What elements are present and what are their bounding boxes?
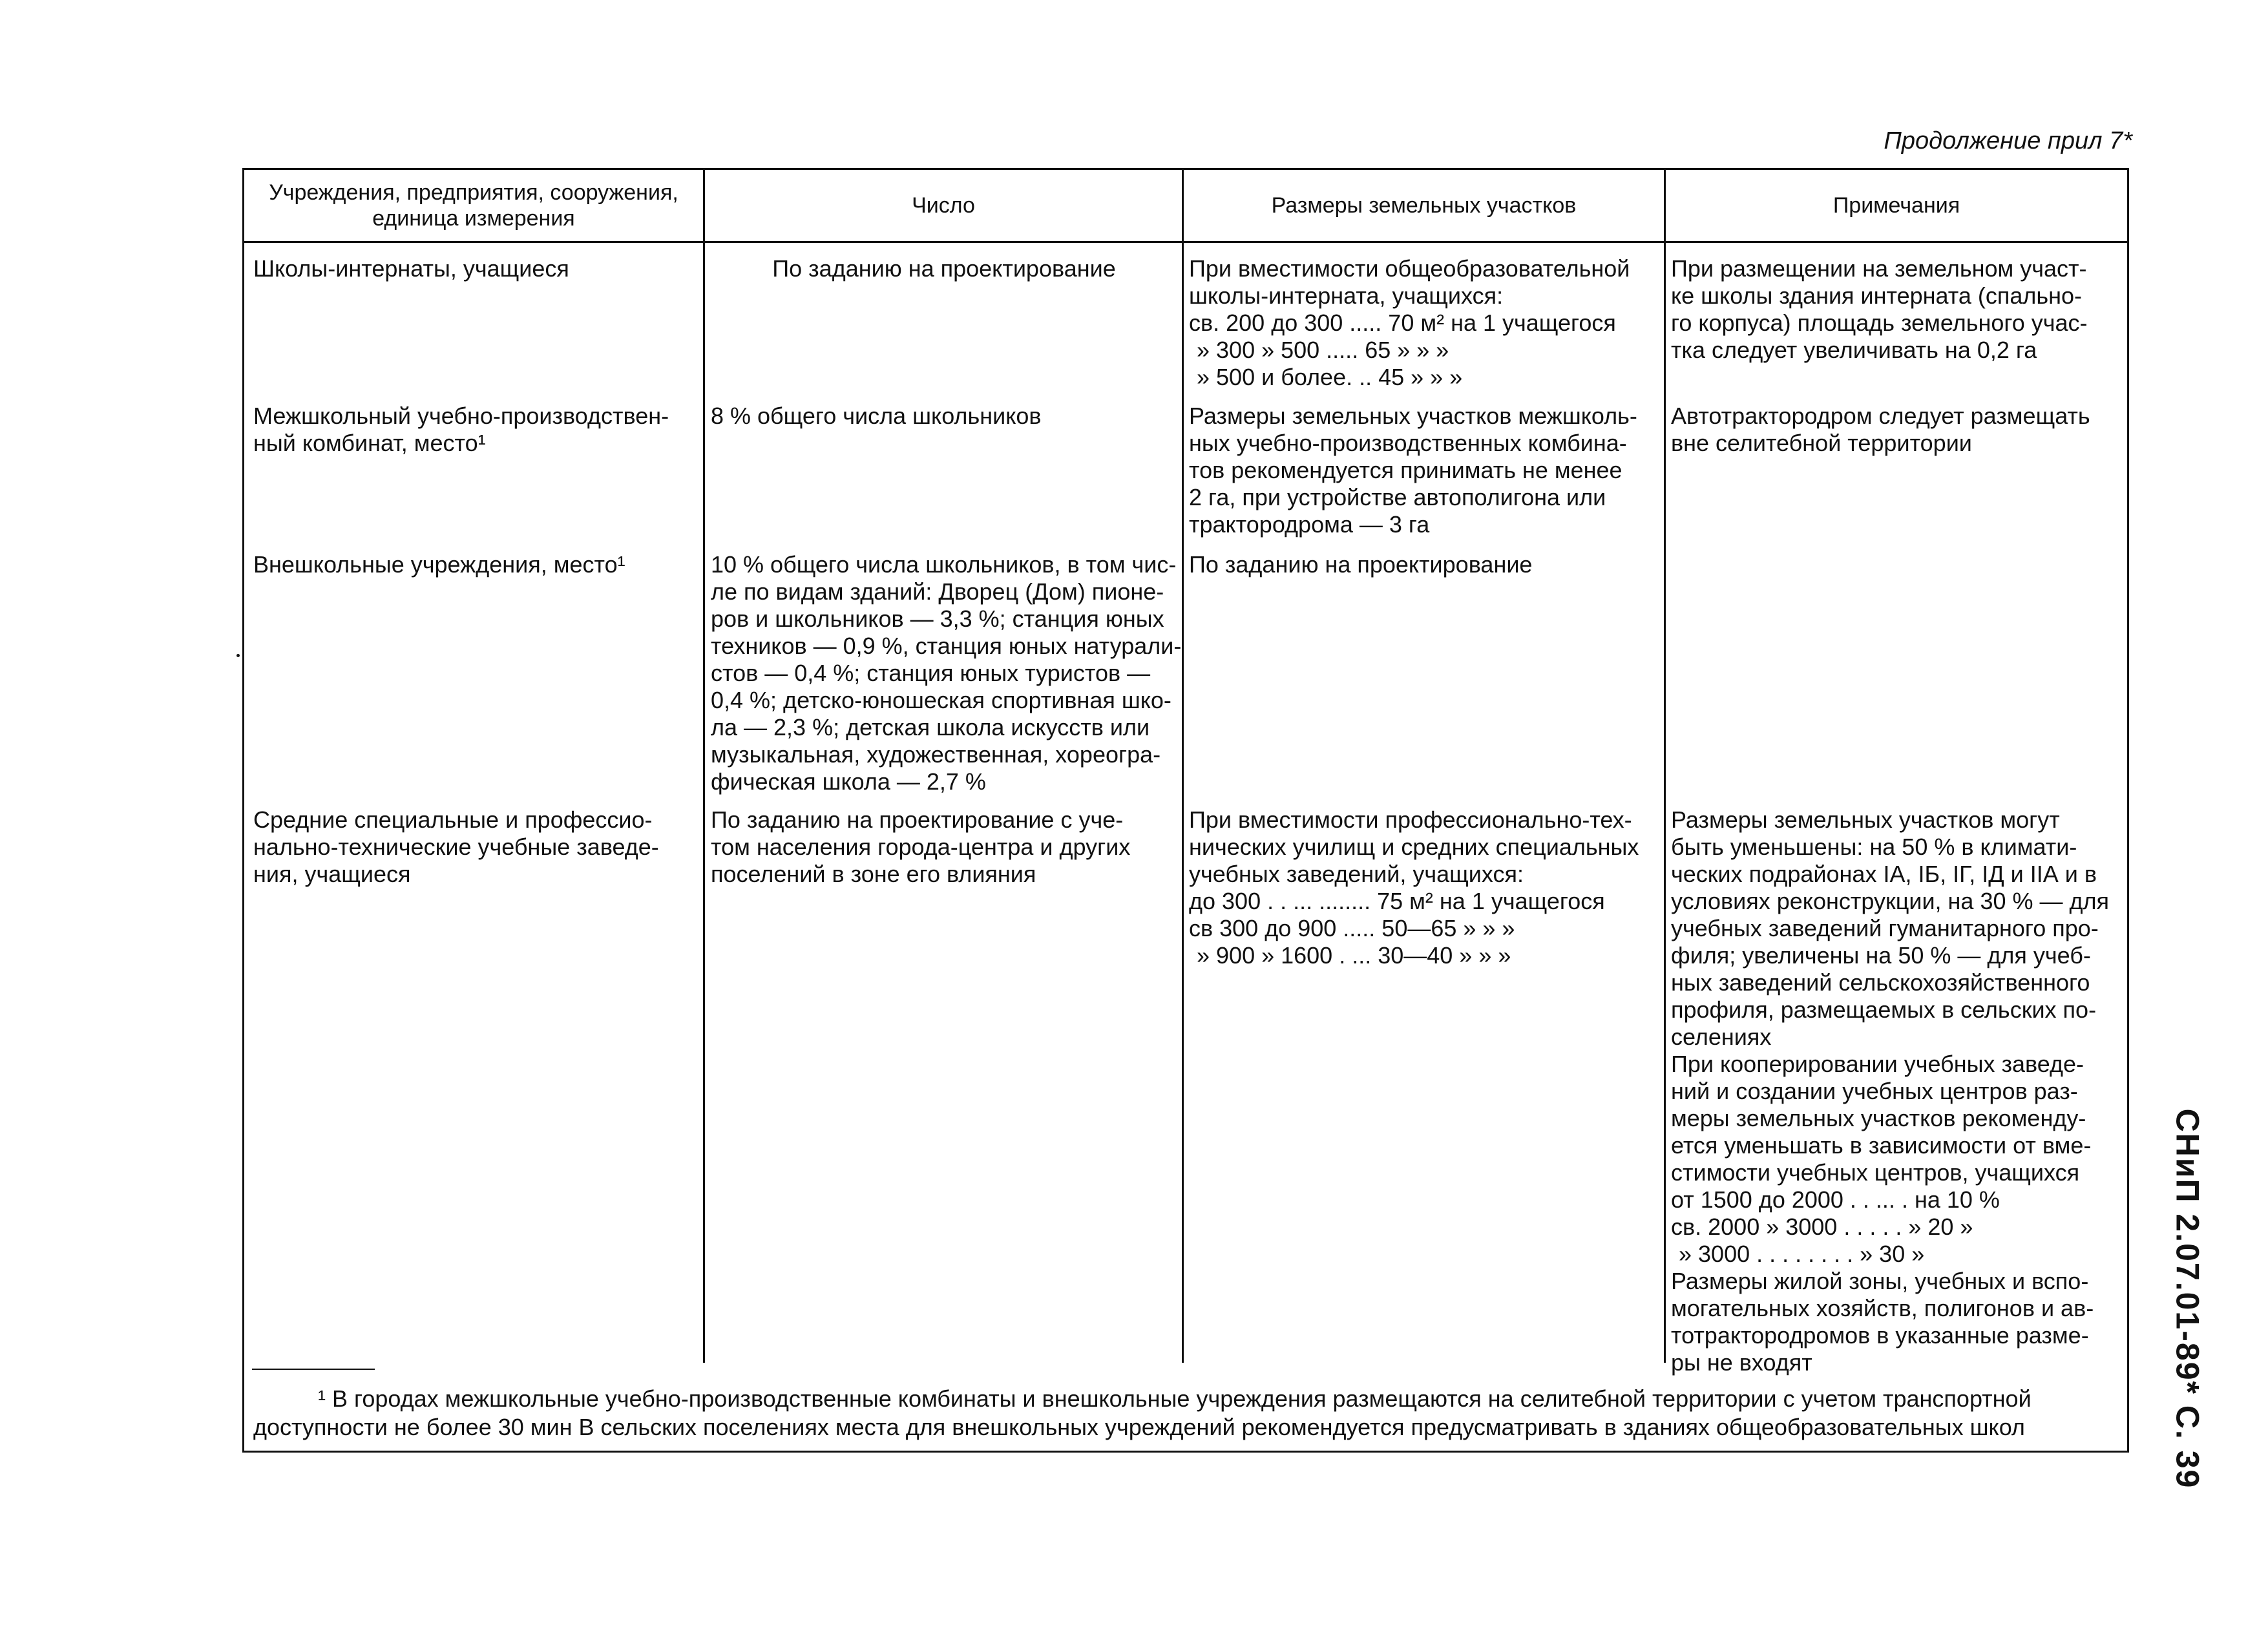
header-count: Число (912, 193, 975, 218)
header-divider (244, 241, 2127, 243)
column-divider (703, 170, 705, 1363)
cell-line: профиля, размещаемых в сельских по- (1671, 996, 2097, 1023)
footnote (253, 1385, 2127, 1442)
row-boarding-schools-institution (253, 255, 699, 282)
row-vocational-institution (253, 806, 699, 888)
cell-line: нических училищ и средних специальных (1189, 834, 1639, 860)
cell-line: тотрактородромов в указанные разме- (1671, 1322, 2089, 1349)
cell-line: Размеры земельных участков могут (1671, 806, 2060, 833)
cell-line: могательных хозяйств, полигонов и ав- (1671, 1295, 2094, 1321)
cell-line: ле по видам зданий: Дворец (Дом) пионе- (711, 578, 1164, 605)
cell-line: быть уменьшены: на 50 % в климати- (1671, 834, 2077, 860)
cell-line: тка следует увеличивать на 0,2 га (1671, 337, 2037, 363)
footnote-rule (252, 1369, 375, 1370)
cell-line: трактородрома — 3 га (1189, 511, 1430, 538)
cell-line: 10 % общего числа школьников, в том чис- (711, 551, 1177, 578)
row-extracurricular-count (711, 551, 1182, 795)
header-land-size: Размеры земельных участков (1271, 193, 1577, 218)
cell-line: ров и школьников — 3,3 %; станция юных (711, 605, 1164, 632)
cell-line: При вместимости общеобразовательной (1189, 255, 1630, 282)
cell-line: го корпуса) площадь земельного учас- (1671, 310, 2088, 336)
cell-line: ры не входят (1671, 1349, 1812, 1376)
row-training-plant-institution (253, 403, 699, 457)
header-institutions: Учреждения, предприятия, сооружения, единица измерения (269, 180, 678, 231)
cell-line: стов — 0,4 %; станция юных туристов — (711, 660, 1151, 686)
cell-line: По заданию на проектирование с уче- (711, 806, 1124, 833)
cell-line: тов рекомендуется принимать не менее (1189, 457, 1622, 483)
cell-line: стимости учебных центров, учащихся (1671, 1159, 2080, 1186)
cell-line: учебных заведений гуманитарного про- (1671, 915, 2099, 941)
cell-line: св. 2000 » 3000 . . . . . » 20 » (1671, 1213, 1973, 1240)
row-vocational-count (711, 806, 1177, 888)
cell-line: св 300 до 900 ..... 50—65 » » » (1189, 915, 1515, 941)
cell-line: Внешкольные учреждения, место¹ (253, 551, 625, 578)
cell-line: ке школы здания интерната (спально- (1671, 282, 2083, 309)
cell-line: меры земельных участков рекоменду- (1671, 1105, 2086, 1131)
row-training-plant-count (711, 403, 1177, 430)
cell-line: Размеры земельных участков межшколь- (1189, 403, 1637, 429)
document-code-label (2148, 1108, 2226, 1489)
stray-mark (236, 654, 240, 657)
footnote-line: доступности не более 30 мин В сельских поселениях места для внешкольных учреждений рекомендуется предусматривать в зданиях общеобразовательных школ (253, 1414, 2025, 1440)
row-vocational-notes (1671, 806, 2126, 1376)
cell-line: до 300 . . ... ........ 75 м² на 1 учащегося (1189, 888, 1605, 914)
cell-line: ла — 2,3 %; детская школа искусств или (711, 714, 1150, 740)
cell-line: Средние специальные и профессио- (253, 806, 653, 833)
cell-line: ния, учащиеся (253, 861, 411, 887)
row-boarding-schools-notes (1671, 255, 2126, 364)
cell-line: ных учебно-производственных комбина- (1189, 430, 1627, 456)
row-extracurricular-land (1189, 551, 1661, 578)
cell-line: Автотрактородром следует размещать (1671, 403, 2090, 429)
row-training-plant-notes (1671, 403, 2126, 457)
cell-line: » 300 » 500 ..... 65 » » » (1197, 337, 1449, 363)
cell-line: селениях (1671, 1024, 1772, 1050)
continuation-label: Продолжение прил 7* (1884, 127, 2132, 154)
cell-line: При вместимости профессионально-тех- (1189, 806, 1632, 833)
cell-line: По заданию на проектирование (1189, 551, 1533, 578)
cell-line: условиях реконструкции, на 30 % — для (1671, 888, 2110, 914)
cell-line: По заданию на проектирование (772, 255, 1116, 282)
cell-line: При кооперировании учебных заведе- (1671, 1051, 2084, 1077)
cell-line: от 1500 до 2000 . . ... . на 10 % (1671, 1186, 2000, 1213)
cell-line: ческих подрайонах IА, IБ, IГ, IД и IIА и в (1671, 861, 2097, 887)
cell-line: Размеры жилой зоны, учебных и вспо- (1671, 1268, 2089, 1294)
cell-line: том населения города-центра и других (711, 834, 1131, 860)
cell-line: ется уменьшать в зависимости от вме- (1671, 1132, 2092, 1159)
cell-line: » 500 и более. .. 45 » » » (1197, 364, 1463, 390)
cell-line: » 3000 . . . . . . . . » 30 » (1679, 1241, 1925, 1267)
column-divider (1182, 170, 1184, 1363)
cell-line: 0,4 %; детско-юношеская спортивная шко- (711, 687, 1171, 713)
row-boarding-schools-land (1189, 255, 1661, 391)
cell-line: школы-интерната, учащихся: (1189, 282, 1504, 309)
cell-line: техников — 0,9 %, станция юных натурали- (711, 633, 1182, 659)
cell-line: фическая школа — 2,7 % (711, 768, 986, 795)
cell-line: музыкальная, художественная, хореогра- (711, 741, 1161, 768)
row-training-plant-land (1189, 403, 1661, 538)
cell-line: учебных заведений, учащихся: (1189, 861, 1524, 887)
cell-line: Межшкольный учебно-производствен- (253, 403, 669, 429)
cell-line: Школы-интернаты, учащиеся (253, 255, 569, 282)
cell-line: 2 га, при устройстве автополигона или (1189, 484, 1606, 510)
cell-line: » 900 » 1600 . ... 30—40 » » » (1197, 942, 1511, 969)
cell-line: При размещении на земельном участ- (1671, 255, 2087, 282)
cell-line: ных заведений сельскохозяйственного (1671, 969, 2090, 996)
land-plot-table (242, 168, 2129, 1453)
row-vocational-land (1189, 806, 1661, 969)
row-extracurricular-institution (253, 551, 699, 578)
column-divider (1664, 170, 1666, 1363)
footnote-line: ¹ В городах межшкольные учебно-производственные комбинаты и внешкольные учреждения размещаются на селитебной территории с учетом транспортной (318, 1385, 2032, 1412)
cell-line: ный комбинат, место¹ (253, 430, 486, 456)
cell-line: нально-технические учебные заведе- (253, 834, 659, 860)
cell-line: филя; увеличены на 50 % — для учеб- (1671, 942, 2091, 969)
cell-line: вне селитебной территории (1671, 430, 1972, 456)
cell-line: св. 200 до 300 ..... 70 м² на 1 учащегося (1189, 310, 1616, 336)
cell-line: поселений в зоне его влияния (711, 861, 1036, 887)
document-code-text: СНиП 2.07.01-89* С. 39 (2169, 1108, 2206, 1489)
row-boarding-schools-count (711, 255, 1177, 282)
header-notes: Примечания (1832, 193, 1960, 218)
cell-line: ний и создании учебных центров раз- (1671, 1078, 2078, 1104)
cell-line: 8 % общего числа школьников (711, 403, 1042, 429)
